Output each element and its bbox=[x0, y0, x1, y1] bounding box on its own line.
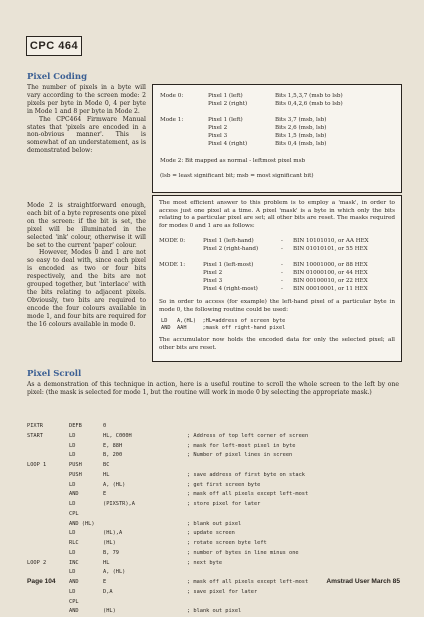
mode1-pixel: Pixel 3 bbox=[208, 133, 228, 139]
mode1-bits: Bits 1,5 (msb, lsb) bbox=[275, 133, 327, 139]
paragraph: The number of pixels in a byte will vary according to the screen mode: 2 pixels per byte in Mode 0, 4 per byte in Mode 1 and 8 per byte in Mode 2. bbox=[27, 84, 146, 115]
left-column-top bbox=[27, 84, 146, 155]
mask-dash: - bbox=[281, 238, 283, 244]
mask-value: BIN 00100010, or 22 HEX bbox=[293, 278, 368, 284]
mask-code-line: LD A,(HL) ;HL=address of screen byte bbox=[161, 318, 286, 324]
mode0-bits: Bits 1,5,3,7 (msb to lsb) bbox=[275, 93, 343, 99]
mask-mid-text: So in order to access (for example) the left-hand pixel of a particular byte in mode 0, the following routine could be used: bbox=[159, 299, 395, 313]
page-number: Page 104 bbox=[27, 578, 56, 585]
scroll-intro: As a demonstration of this technique in action, here is a useful routine to scroll the whole screen to the left by one pixel: (the mask is selected for mode 1, but the routine will work in mode 0 by selecting the appropriate mask.) bbox=[27, 381, 399, 396]
pixel-mask-box bbox=[152, 195, 402, 362]
magazine-page: CPC 464 Pixel Coding The number of pixels in a byte will vary according to the screen mode: 2 pixels per byte in Mode 0, 4 per byte in Mode 1 and 8 per byte in Mode 2. The CPC464 Firmware Manual states that 'pixels are encoded in a non-obvious manner'. This is somewhat of an understatement, as is demonstrated below: Mode 2 is straightforward enough, each bit of a byte represents one pixel on the screen: if the bit is set, the pixel will be illuminated in the selected 'ink' colour, otherwise it will be set to the current 'paper' colour. However, Modes 0 and 1 are not so easy to deal with, since each pixel is encoded as two or four bits respectively, and the bits are not grouped together, but 'interlace' with the bits relating to adjacent pixels. Obviously, two bits are required to encode the four colours available in mode 1, and four bits are required for the 16 colours available in mode 0. Mode 0: Pixel 1 (left) Bits 1,5,3,7 (msb to lsb) Pixel 2 (right) Bits 0,4,2,6 (msb to lsb) Mode 1: Pixel 1 (left) Bits 3,7 (msb, lsb) Pixel 2 Bits 2,6 (msb, lsb) Pixel 3 Bits 1,5 (msb, lsb) Pixel 4 (right) Bits 0,4 (msb, lsb) Mode 2: Bit mapped as normal - leftmost pixel msb (lsb = least significant bit; msb = most significant bit) The most efficient answer to this problem is to employ a 'mask', in order to access just one pixel at a time. A pixel 'mask' is a byte in which only the bits relating to a particular pixel are set; all other bits are reset. The masks required for modes 0 and 1 are as follows: MODE 0: Pixel 1 (left-hand) - BIN 10101010, or AA HEX Pixel 2 (right-hand) - BIN 01010101, or 55 HEX MODE 1: Pixel 1 (left-most) - BIN 10001000, or 88 HEX Pixel 2 - BIN 01000100, or 44 HEX Pixel 3 - BIN 00100010, or 22 HEX Pixel 4 (right-most) - BIN 00010001, or 11 HEX So in order to access (for example) the left-hand pixel of a particular byte in mode 0, the following routine could be used: LD A,(HL) ;HL=address of screen byte AND AAH ;mask off right-hand pixel The accumulator now holds the encoded data for only the selected pixel; all other bits are reset. Pixel Scroll As a demonstration of this technique in action, here is a useful routine to scroll the whole screen to the left by one pixel: (the mask is selected for mode 1, but the routine will work in mode 0 by selecting the appropriate mask.) PIXTR DEFB 0 START LD HL, C000H ; Address of top left corner of screen LD E, 88H ; mask for left-most pixel in byte LD B, 200 ; Number of pixel lines in screen LOOP 1 PUSH BC PUSH HL ; save address of first byte on stack LD A, (HL) ; get first screen byte AND E ; mask off all pixels except left-most LD (PIXSTR),A ; store pixel for later CPL AND (HL) ; blank out pixel LD (HL),A ; update screen RLC (HL) ; rotate screen byte left LD B, 79 ; number of bytes in line minus one LOOP 2 INC HL ; next byte LD A, (HL) AND E ; mask off all pixels except left-most LD D,A ; save pixel for later CPL AND (HL) ; blank out pixel Page 104 Amstrad User March 85 bbox=[0, 0, 424, 599]
mode1-bits: Bits 3,7 (msb, lsb) bbox=[275, 117, 327, 123]
mode1-bits: Bits 0,4 (msb, lsb) bbox=[275, 141, 327, 147]
mask-pixel: Pixel 1 (left-most) bbox=[203, 262, 254, 268]
pixel-encoding-box bbox=[152, 84, 402, 193]
paragraph: Mode 2 is straightforward enough, each bit of a byte represents one pixel on the screen: if the bit is set, the pixel will be illuminated in the selected 'ink' colour, otherwise it will be set to the current 'paper' colour. bbox=[27, 202, 146, 249]
mask-mode0-label: MODE 0: bbox=[159, 238, 186, 244]
mask-dash: - bbox=[281, 278, 283, 284]
mode0-bits: Bits 0,4,2,6 (msb to lsb) bbox=[275, 101, 343, 107]
mask-value: BIN 10001000, or 88 HEX bbox=[293, 262, 368, 268]
mask-mode1-label: MODE 1: bbox=[159, 262, 186, 268]
mask-dash: - bbox=[281, 286, 283, 292]
paragraph: However, Modes 0 and 1 are not so easy to deal with, since each pixel is encoded as two or four bits respectively, and the bits are not grouped together, but 'interlace' with the bits relating to adjacent pixels. Obviously, two bits are required to encode the four colours available in mode 1, and four bits are required for the 16 colours available in mode 0. bbox=[27, 249, 146, 328]
section-badge: CPC 464 bbox=[26, 36, 82, 56]
mask-pixel: Pixel 4 (right-most) bbox=[203, 286, 258, 292]
mode0-label: Mode 0: bbox=[160, 93, 184, 99]
mode1-bits: Bits 2,6 (msb, lsb) bbox=[275, 125, 327, 131]
bit-note: (lsb = least significant bit; msb = most significant bit) bbox=[160, 173, 314, 179]
left-column-bottom bbox=[27, 202, 146, 329]
pixel-scroll-heading: Pixel Scroll bbox=[27, 369, 82, 379]
mask-value: BIN 00010001, or 11 HEX bbox=[293, 286, 368, 292]
mask-pixel: Pixel 2 bbox=[203, 270, 223, 276]
mask-value: BIN 10101010, or AA HEX bbox=[293, 238, 369, 244]
pixel-coding-heading: Pixel Coding bbox=[27, 72, 88, 82]
mode0-pixel: Pixel 2 (right) bbox=[208, 101, 248, 107]
paragraph: The CPC464 Firmware Manual states that 'pixels are encoded in a non-obvious manner'. This is somewhat of an understatement, as is demonstrated below: bbox=[27, 115, 146, 155]
mask-dash: - bbox=[281, 262, 283, 268]
mask-intro: The most efficient answer to this problem is to employ a 'mask', in order to access just one pixel at a time. A pixel 'mask' is a byte in which only the bits relating to a particular pixel are set; all other bits are reset. The masks required for modes 0 and 1 are as follows: bbox=[159, 200, 395, 229]
mode1-pixel: Pixel 1 (left) bbox=[208, 117, 243, 123]
mask-dash: - bbox=[281, 270, 283, 276]
mode1-pixel: Pixel 4 (right) bbox=[208, 141, 248, 147]
mask-value: BIN 01000100, or 44 HEX bbox=[293, 270, 368, 276]
mask-value: BIN 01010101, or 55 HEX bbox=[293, 246, 368, 252]
magazine-issue: Amstrad User March 85 bbox=[326, 578, 400, 585]
mask-code-line: AND AAH ;mask off right-hand pixel bbox=[161, 325, 286, 331]
mask-pixel: Pixel 3 bbox=[203, 278, 223, 284]
mask-pixel: Pixel 2 (right-hand) bbox=[203, 246, 259, 252]
mask-end-text: The accumulator now holds the encoded data for only the selected pixel; all other bits are reset. bbox=[159, 337, 395, 351]
mode1-label: Mode 1: bbox=[160, 117, 184, 123]
mask-pixel: Pixel 1 (left-hand) bbox=[203, 238, 254, 244]
mode0-pixel: Pixel 1 (left) bbox=[208, 93, 243, 99]
mode1-pixel: Pixel 2 bbox=[208, 125, 228, 131]
mode2-line: Mode 2: Bit mapped as normal - leftmost pixel msb bbox=[160, 158, 306, 164]
mask-dash: - bbox=[281, 246, 283, 252]
